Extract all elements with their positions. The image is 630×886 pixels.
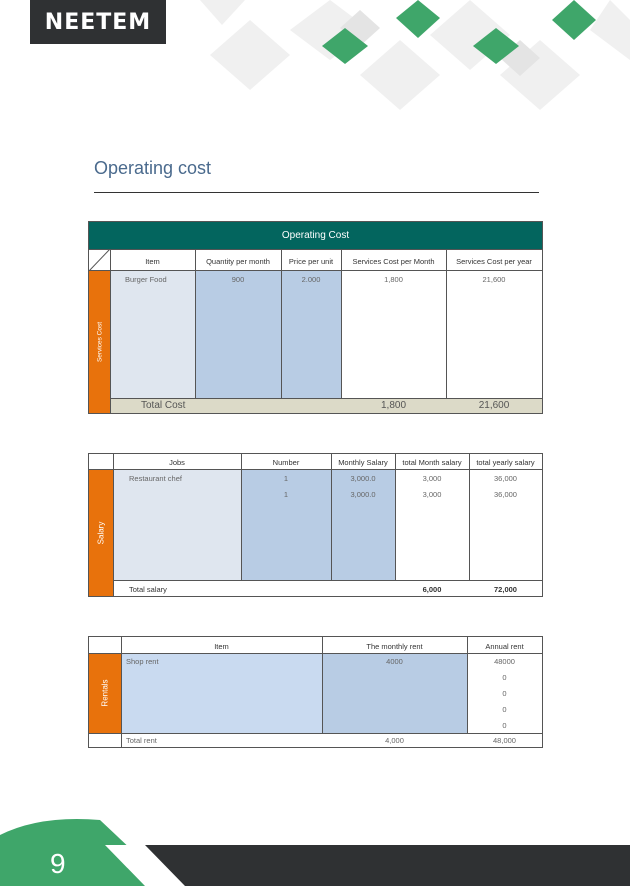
corner-diagonal xyxy=(89,249,110,271)
number-column xyxy=(241,469,331,581)
header-quantity: Quantity per month xyxy=(206,257,270,266)
row-cost-year: 21,600 xyxy=(482,275,506,284)
header-total-month: total Month salary xyxy=(402,458,462,467)
header-monthly-rent: The monthly rent xyxy=(366,642,423,651)
item-column xyxy=(110,271,195,398)
total-month: 6,000 xyxy=(422,585,442,594)
row2-salary: 3,000.0 xyxy=(350,490,376,499)
row2-total-month: 3,000 xyxy=(422,490,442,499)
total-label: Total salary xyxy=(129,585,167,594)
header-number: Number xyxy=(272,458,300,467)
total-month: 4,000 xyxy=(385,736,404,745)
header-row-bg xyxy=(89,454,113,469)
page-title: Operating cost xyxy=(94,158,212,178)
total-label: Total Cost xyxy=(141,400,186,411)
rent-monthly: 4000 xyxy=(386,657,403,666)
total-year: 48,000 xyxy=(493,736,516,745)
row2-total-year: 36,000 xyxy=(494,490,517,499)
header-cost-year: Services Cost per year xyxy=(456,257,532,266)
total-year: 21,600 xyxy=(478,400,510,411)
brand-logo xyxy=(30,0,166,44)
row1-total-month: 3,000 xyxy=(422,474,442,483)
row1-salary: 3,000.0 xyxy=(350,474,376,483)
operating-cost-table xyxy=(88,221,543,414)
quantity-column xyxy=(195,271,281,398)
annual-rent-value: 0 xyxy=(502,673,507,682)
side-band xyxy=(89,653,121,733)
footer-decoration xyxy=(0,815,200,886)
total-label: Total rent xyxy=(126,736,157,745)
header-total-year: total yearly salary xyxy=(476,458,535,467)
annual-rent-value: 0 xyxy=(502,705,507,714)
side-label: Salary xyxy=(96,521,106,544)
row-cost-month: 1,800 xyxy=(384,275,403,284)
rent-item: Shop rent xyxy=(126,657,159,666)
side-label: Rentals xyxy=(100,679,110,707)
row-price: 2.000 xyxy=(301,275,321,284)
title-divider xyxy=(94,192,539,193)
row-item: Burger Food xyxy=(125,275,167,284)
row-quantity: 900 xyxy=(231,275,245,284)
header-annual-rent: Annual rent xyxy=(485,642,524,651)
annual-rent-value: 48000 xyxy=(494,657,515,666)
price-column xyxy=(281,271,341,398)
side-band xyxy=(89,271,110,413)
jobs-column xyxy=(113,469,241,581)
page-number: 9 xyxy=(50,848,66,879)
annual-rent-value: 0 xyxy=(502,721,507,730)
side-label: Services Cost xyxy=(96,321,103,363)
salary-table xyxy=(88,453,543,597)
row2-number: 1 xyxy=(283,490,289,499)
salary-column xyxy=(331,469,395,581)
table-title: Operating Cost xyxy=(281,230,350,241)
header-item: Item xyxy=(145,257,160,266)
header-item: Item xyxy=(214,642,229,651)
logo-text: NEETEM xyxy=(44,9,152,35)
header-jobs: Jobs xyxy=(169,458,185,467)
total-year: 72,000 xyxy=(494,585,517,594)
job-name: Restaurant chef xyxy=(129,474,182,483)
header-price: Price per unit xyxy=(288,257,334,266)
total-month: 1,800 xyxy=(380,400,407,411)
header-monthly-salary: Monthly Salary xyxy=(338,458,388,467)
header-cost-month: Services Cost per Month xyxy=(352,257,435,266)
side-band xyxy=(89,469,113,596)
rentals-table xyxy=(88,636,543,748)
row1-number: 1 xyxy=(283,474,289,483)
annual-rent-value: 0 xyxy=(502,689,507,698)
row1-total-year: 36,000 xyxy=(494,474,517,483)
